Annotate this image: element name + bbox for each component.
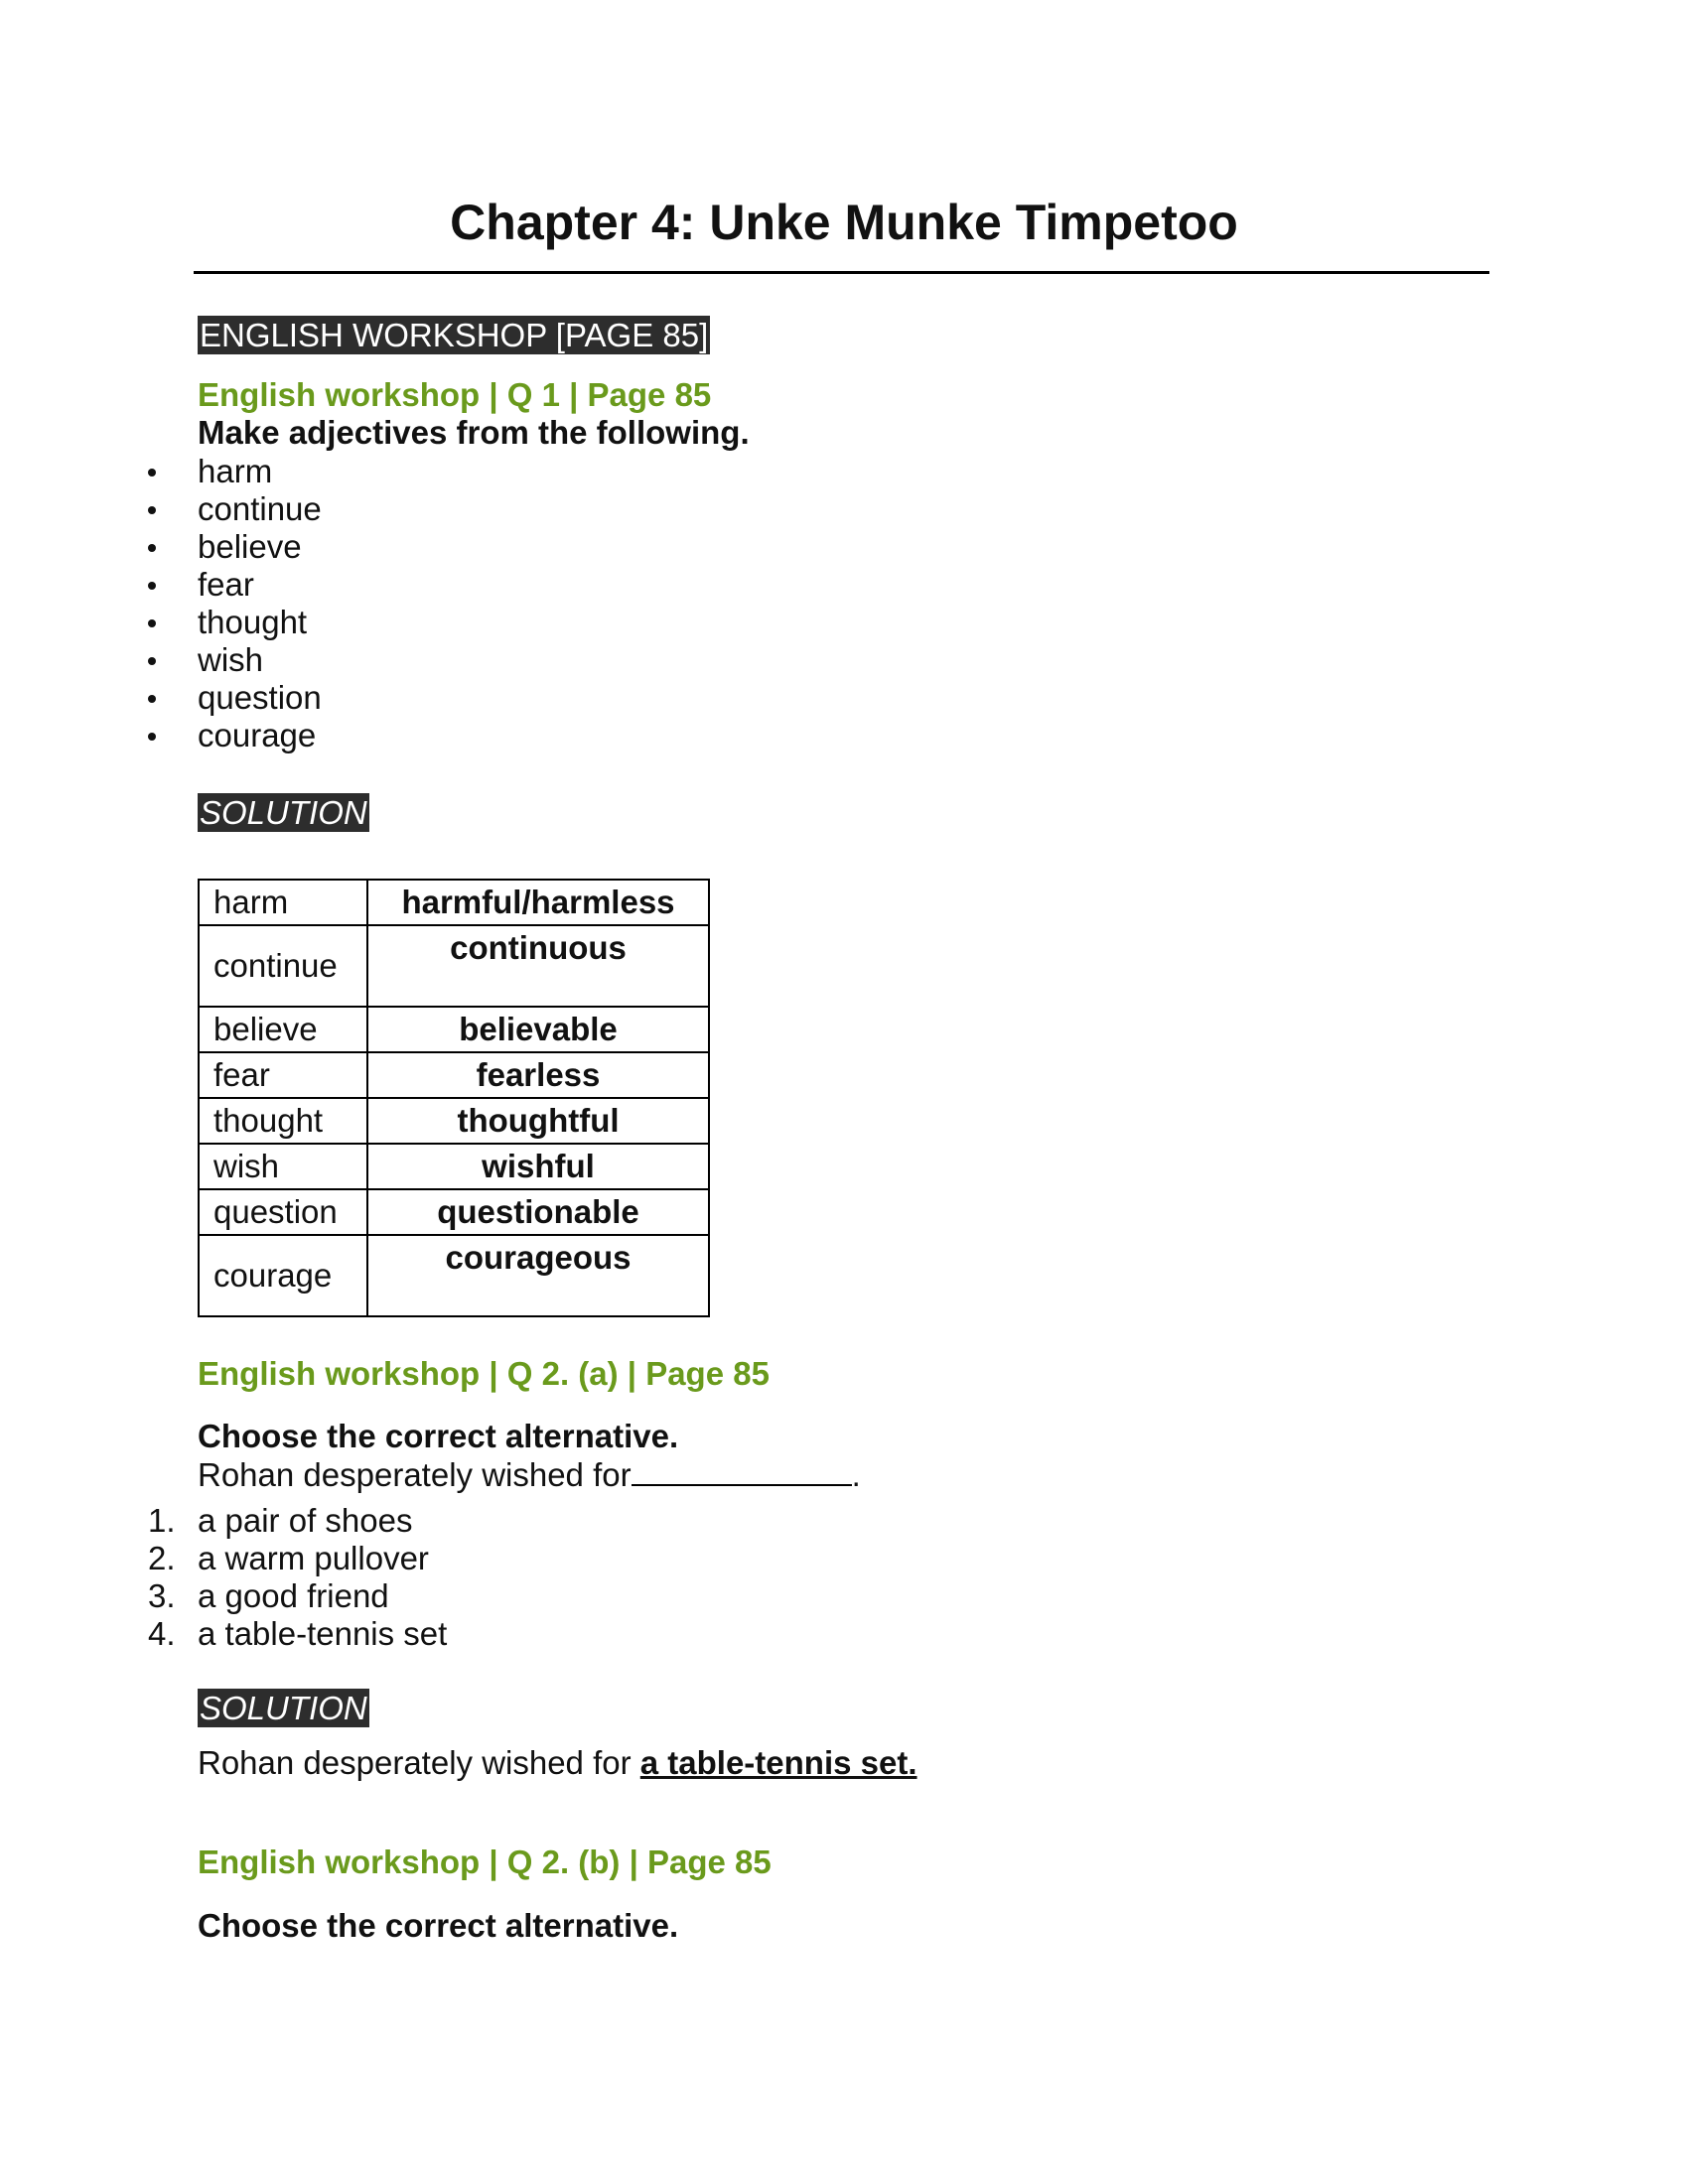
bullet-icon [148, 506, 156, 514]
bullet-icon [148, 657, 156, 665]
answer-text: a table-tennis set. [639, 1744, 917, 1781]
bullet-icon [148, 695, 156, 703]
q2a-solution-badge: SOLUTION [200, 1690, 367, 1726]
table-row: continue continuous [199, 925, 709, 1007]
q1-heading: English workshop | Q 1 | Page 85 [198, 376, 712, 413]
table-row: thought thoughtful [199, 1098, 709, 1144]
q2a-sentence: Rohan desperately wished for . [198, 1456, 861, 1493]
table-row: fear fearless [199, 1052, 709, 1098]
q2b-heading: English workshop | Q 2. (b) | Page 85 [198, 1843, 772, 1880]
table-row: question questionable [199, 1189, 709, 1235]
title-divider [194, 271, 1489, 274]
q1-instruction: Make adjectives from the following. [198, 414, 750, 451]
table-row: courage courageous [199, 1235, 709, 1316]
table-row: believe believable [199, 1007, 709, 1052]
section-banner: ENGLISH WORKSHOP [PAGE 85] [200, 317, 709, 353]
q2a-answer: Rohan desperately wished for a table-tennis set. [198, 1744, 917, 1781]
page-title: Chapter 4: Unke Munke Timpetoo [450, 195, 1238, 250]
q2a-heading: English workshop | Q 2. (a) | Page 85 [198, 1355, 770, 1392]
bullet-icon [148, 469, 156, 477]
bullet-icon [148, 733, 156, 741]
table-row: wish wishful [199, 1144, 709, 1189]
table-row: harm harmful/harmless [199, 880, 709, 925]
bullet-icon [148, 619, 156, 627]
bullet-icon [148, 544, 156, 552]
q1-solution-table [198, 879, 710, 1317]
q2a-instruction: Choose the correct alternative. [198, 1418, 679, 1454]
answer-blank [632, 1454, 852, 1486]
q2b-instruction: Choose the correct alternative. [198, 1907, 679, 1944]
bullet-icon [148, 582, 156, 590]
q1-solution-badge: SOLUTION [200, 794, 367, 831]
